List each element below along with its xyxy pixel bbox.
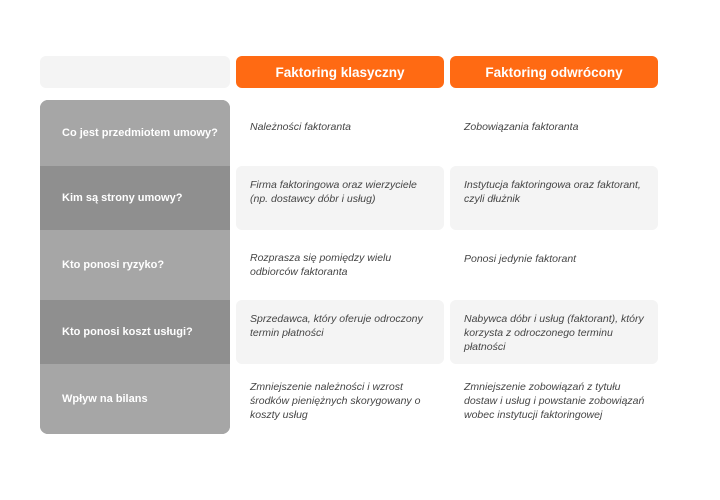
table-cell: Zmniejszenie należności i wzrost środków pieniężnych skorygowany o koszty usług bbox=[250, 381, 421, 421]
table-cell: Firma faktoringowa oraz wierzyciele (np. dostawcy dóbr i usług) bbox=[236, 166, 444, 230]
column-header-reverse: Faktoring odwrócony bbox=[450, 56, 658, 88]
column-header-classic: Faktoring klasyczny bbox=[236, 56, 444, 88]
row-label: Co jest przedmiotem umowy? bbox=[40, 100, 230, 166]
header-corner-cell bbox=[40, 56, 230, 88]
table-cell: Nabywca dóbr i usług (faktorant), który korzysta z odroczonego terminu płatności bbox=[450, 300, 658, 364]
table-cell: Ponosi jedynie faktorant bbox=[464, 253, 577, 265]
row-label: Kto ponosi koszt usługi? bbox=[40, 300, 230, 364]
table-cell: Należności faktoranta bbox=[250, 121, 351, 133]
table-cell: Rozprasza się pomiędzy wielu odbiorców faktoranta bbox=[250, 252, 392, 278]
table-cell: Zobowiązania faktoranta bbox=[464, 121, 579, 133]
row-label: Kim są strony umowy? bbox=[40, 166, 230, 230]
table-cell: Zmniejszenie zobowiązań z tytułu dostaw i usług i powstanie zobowiązań wobec instytucji faktoringowej bbox=[464, 381, 645, 421]
row-label: Wpływ na bilans bbox=[40, 364, 230, 434]
table-cell: Sprzedawca, który oferuje odroczony termin płatności bbox=[236, 300, 444, 364]
row-labels-column bbox=[40, 100, 230, 434]
row-label: Kto ponosi ryzyko? bbox=[40, 230, 230, 300]
table-cell: Instytucja faktoringowa oraz faktorant, czyli dłużnik bbox=[450, 166, 658, 230]
